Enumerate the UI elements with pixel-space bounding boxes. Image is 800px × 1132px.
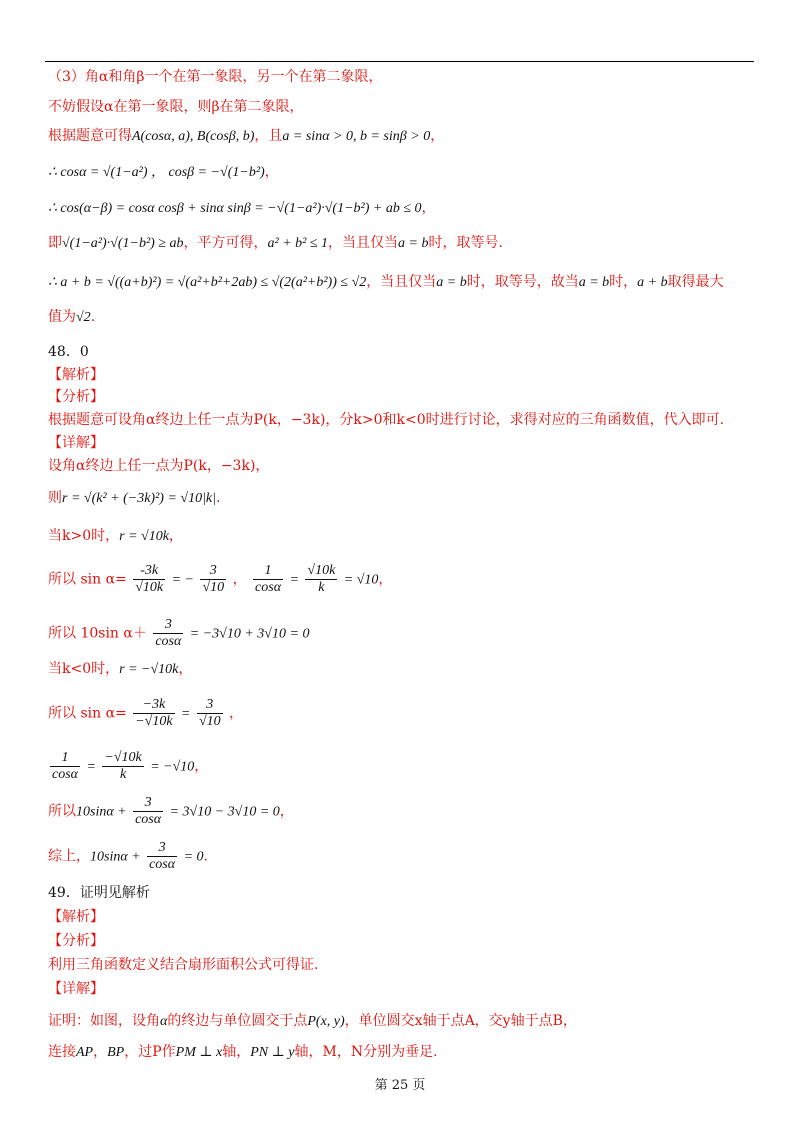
q48-analysis: 根据题意可设角α终边上任一点为P(k，−3k)，分k>0和k<0时进行讨论，求得对应的三角函数值，代入即可. — [48, 412, 725, 428]
q48-detail-3: 当k>0时，r = √10k， — [48, 528, 183, 544]
q49-proof-2: 连接AP，BP，过P作PM ⊥ x轴，PN ⊥ y轴，M，N分别为垂足. — [48, 1044, 438, 1060]
fraction: $\frac{3}{\cos\alpha}$ — [155, 617, 182, 649]
q48-jiexi: 【解析】 — [48, 367, 104, 383]
fraction: $\frac{3}{\cos\alpha}$ — [135, 795, 162, 827]
q48-fenxi: 【分析】 — [48, 389, 104, 405]
q48-detail-2: 则r = √(k² + (−3k)²) = √10|k|. — [48, 490, 221, 506]
q49-analysis: 利用三角函数定义结合扇形面积公式可得证. — [48, 957, 319, 973]
fraction: $\frac{-3k}{-√10k}$ — [135, 697, 173, 729]
q48-detail-1: 设角α终边上任一点为P(k，−3k)， — [48, 458, 270, 474]
page-number: 第 25 页 — [374, 1078, 426, 1093]
q48-detail-5: 所以 10sin α＋ $\frac{3}{\cos\alpha}$ = −3√10 + 3√10 = 0 — [48, 617, 310, 649]
q49-fenxi: 【分析】 — [48, 933, 104, 949]
fraction: $\frac{1}{\cos\alpha}$ — [52, 750, 79, 782]
part3-line-7: ∴ a + b = √((a+b)²) = √(a²+b²+2ab) ≤ √(2(a²+b²)) ≤ √2，当且仅当a = b时，取等号，故当a = b时，a + b取得最大 — [48, 274, 724, 290]
fraction: $\frac{√10k}{k}$ — [307, 563, 336, 595]
part3-line-3: 根据题意可得A(cosα, a), B(cosβ, b)，且a = sinα > 0, b = sinβ > 0， — [48, 128, 445, 144]
q48-detail-10: 综上，10sinα + $\frac{3}{\cos\alpha}$ = 0. — [48, 840, 208, 872]
q49-header: 49．证明见解析 — [48, 885, 150, 901]
fraction: $\frac{3}{√10}$ — [198, 697, 221, 729]
fraction: $\frac{-3k}{√10k}$ — [135, 563, 164, 595]
q48-detail-8: $\frac{1}{\cos\alpha}$ = $\frac{-√10k}{k}$ = −√10， — [52, 750, 209, 782]
q49-proof-1: 证明：如图，设角α的终边与单位圆交于点P(x, y)，单位圆交x轴于点A，交y轴于点B， — [48, 1013, 577, 1029]
part3-line-1: （3）角α和角β一个在第一象限，另一个在第二象限， — [48, 69, 383, 85]
part3-line-4: ∴ cosα = √(1−a²) ， cosβ = −√(1−b²)， — [48, 164, 279, 180]
fraction: $\frac{-√10k}{k}$ — [104, 750, 142, 782]
q49-xiangjie: 【详解】 — [48, 981, 104, 997]
fraction: $\frac{3}{\cos\alpha}$ — [149, 840, 176, 872]
q48-detail-9: 所以10sinα + $\frac{3}{\cos\alpha}$ = 3√10 − 3√10 = 0， — [48, 795, 294, 827]
q48-header: 48．0 — [48, 344, 89, 360]
top-rule — [45, 61, 754, 62]
part3-line-5: ∴ cos(α−β) = cosα cosβ + sinα sinβ = −√(1−a²)·√(1−b²) + ab ≤ 0， — [48, 200, 436, 216]
q48-detail-6: 当k<0时，r = −√10k， — [48, 661, 193, 677]
q48-detail-7: 所以 sin α= $\frac{-3k}{-√10k}$ = $\frac{3}{√10}$ ， — [48, 697, 244, 729]
part3-line-2: 不妨假设α在第一象限，则β在第二象限， — [48, 99, 304, 115]
q48-detail-4: 所以 sin α= $\frac{-3k}{√10k}$ = − $\frac{3}{√10}$ ， $\frac{1}{\cos\alpha}$ = $\frac{√10k}{k}$ = √10， — [48, 563, 393, 595]
part3-line-6: 即√(1−a²)·√(1−b²) ≥ ab，平方可得，a² + b² ≤ 1，当且仅当a = b时，取等号. — [48, 235, 503, 251]
part3-line-8: 值为√2. — [48, 309, 96, 325]
q49-jiexi: 【解析】 — [48, 909, 104, 925]
fraction: $\frac{3}{√10}$ — [202, 563, 225, 595]
q48-xiangjie: 【详解】 — [48, 435, 104, 451]
fraction: $\frac{1}{\cos\alpha}$ — [255, 563, 282, 595]
